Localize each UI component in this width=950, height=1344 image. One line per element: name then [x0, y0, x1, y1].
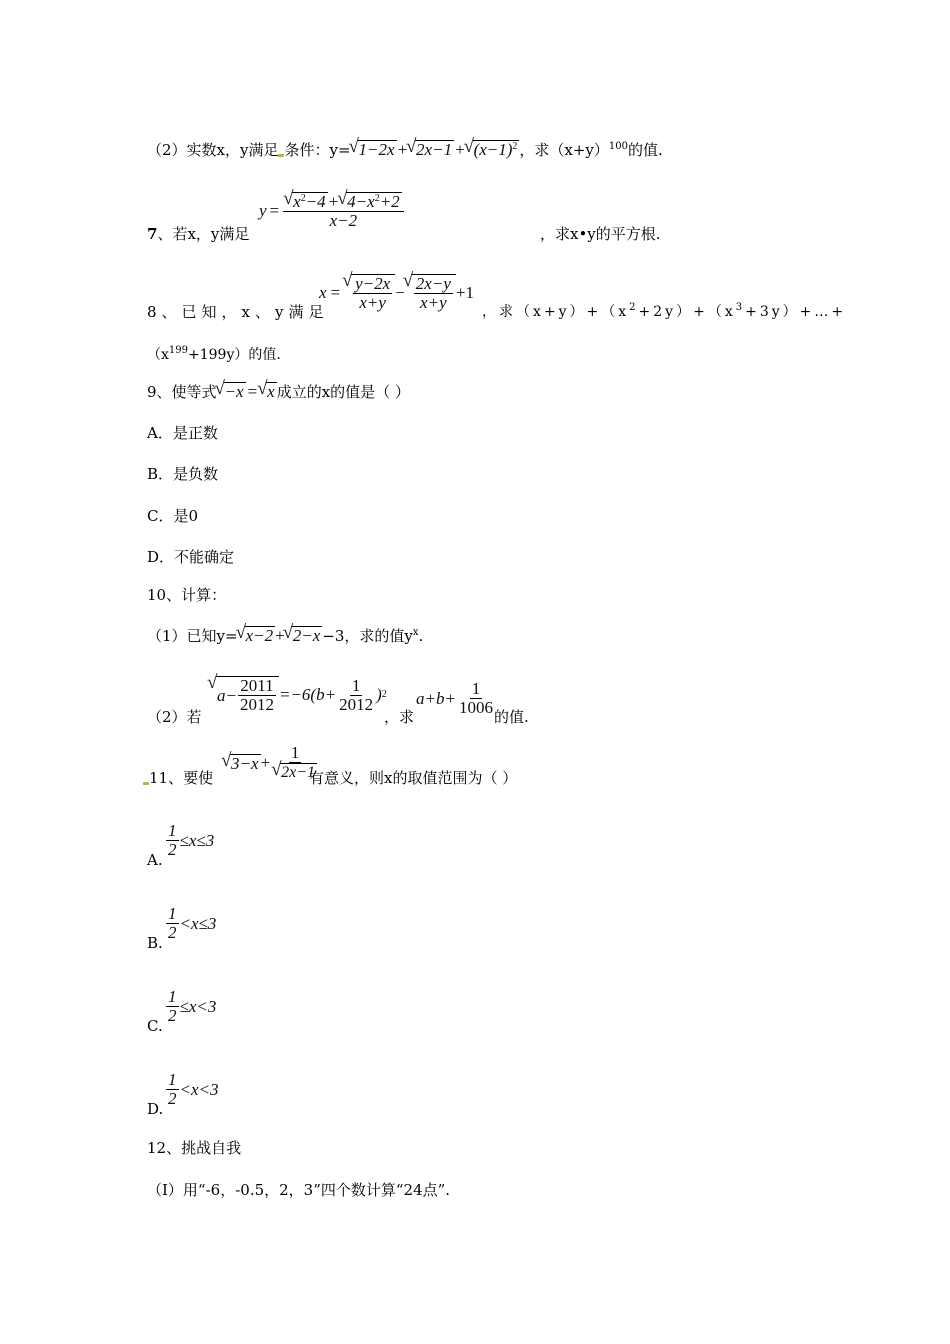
q6-formula: √ 1−2x +√ 2x−1 +√ $(x-1)^2$ — [351, 140, 520, 159]
q11-formula: √ 3−x + 1 √ 2x−1 — [223, 744, 320, 782]
q10-formula: √ a− $\frac{2011}{2012}$ =−6(b+ $\frac{1}{2012}$ ) 2 — [209, 676, 387, 714]
q8: 8、已知，x、y满足 x = √ $\frac{y-2x}{x+y}$ − √ $\frac{2x-y}{x+y}$ +1 ，求$(x+y)+(x^2+2y)+(x^3+3y)+\dots+$ — [147, 272, 827, 328]
q6-part2: （2）实数x，y满足 条件：y=√ 1−2x +√ 2x−1 +√ $(x-1)^2$ ，求$(x+y)^{100}$的值. — [147, 140, 663, 160]
q9-option-d: D．不能确定 — [147, 548, 235, 566]
q7-number: 7 — [147, 225, 158, 243]
q8-label: 8、已知，x、y满足 — [147, 303, 329, 321]
q12-part1: （Ⅰ）用“-6，-0.5，2，3”四个数计算“24点”. — [147, 1181, 451, 1199]
q7-formula: y = √ $\frac{x^2-4 +√ 4-x^2+2}{x-2}$ — [259, 192, 405, 230]
q9-formula: √ −x =√ x — [217, 382, 277, 401]
q12-title: 12、挑战自我 — [147, 1139, 242, 1157]
q9: 9、使等式√ −x =√ x 成立的x的值是（ ） — [147, 382, 410, 402]
q6-part2-label: （2）实数x，y满足 — [147, 141, 279, 159]
q8-formula: x = √ $\frac{y-2x}{x+y}$ − √ $\frac{2x-y}{x+y}$ +1 — [319, 274, 474, 312]
q10-title: 10、计算： — [147, 586, 227, 604]
q8-line2: $(x^{199}+199y)$的值. — [147, 345, 281, 363]
q10-target: a+b+ $\frac{1}{1006}$ — [416, 679, 493, 717]
q10-part1: （1）已知y=√ x−2 +√ 2−x −3，求的值$y^x$. — [147, 626, 423, 646]
q9-option-c: C．是0 — [147, 507, 199, 525]
q9-option-a: A．是正数 — [147, 424, 218, 442]
q9-option-b: B．是负数 — [147, 465, 219, 483]
